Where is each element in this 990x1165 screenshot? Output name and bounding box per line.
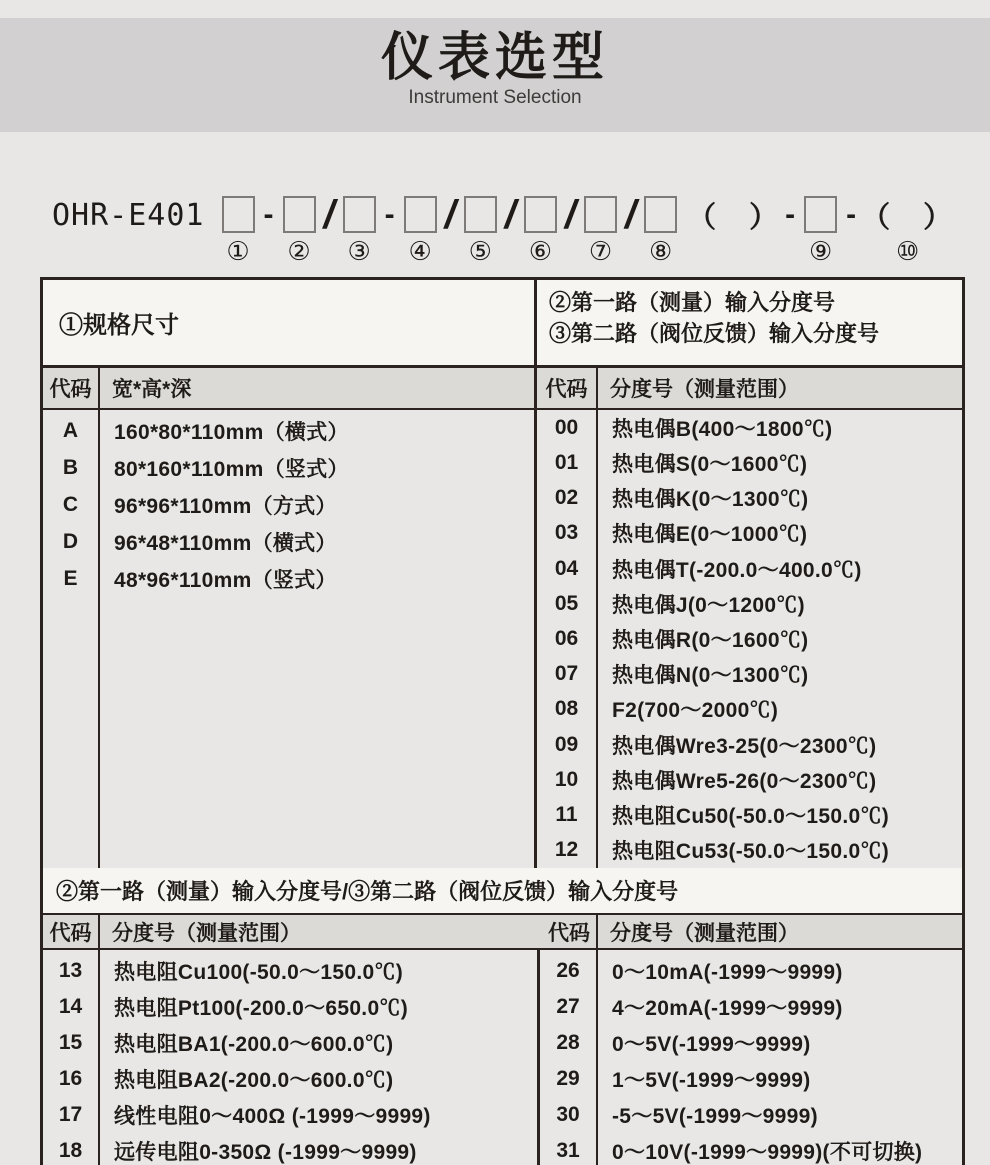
row-code: C: [62, 492, 79, 516]
row-desc: 热电偶S(0～1600℃): [612, 452, 808, 476]
separator-glyph: /: [444, 192, 456, 237]
ext-desc-column-left: [100, 950, 540, 1165]
code-box-outline: [222, 196, 255, 233]
column-header-code: 代码: [537, 368, 598, 408]
row-desc: 1～5V(-1999～9999): [612, 1069, 811, 1092]
model-code-separator: [444, 194, 457, 238]
separator-glyph: -: [384, 198, 395, 231]
code-box-outline: [404, 196, 437, 233]
separator-glyph: /: [625, 192, 637, 237]
row-code: 07: [554, 662, 579, 686]
circled-position-number: ⑦: [588, 237, 613, 267]
column-header-code: 代码: [43, 915, 100, 948]
code-box-outline: [283, 196, 316, 233]
column-header-range: 分度号（测量范围）: [112, 921, 301, 945]
model-code-box: [276, 194, 323, 266]
circled-position-number: ④: [408, 237, 432, 267]
section1-data-area: [43, 410, 962, 868]
ext-desc-column-right: [598, 950, 962, 1165]
circled-position-number: ⑤: [468, 237, 492, 267]
row-code: 28: [556, 1031, 580, 1054]
row-code: 15: [58, 1031, 83, 1054]
row-code: 09: [554, 732, 579, 756]
row-code: 27: [556, 995, 580, 1018]
model-code-separator: [504, 194, 517, 238]
row-code: 04: [554, 556, 579, 580]
row-code: 16: [58, 1067, 83, 1090]
row-desc: 热电偶Wre5-26(0～2300℃): [612, 769, 877, 793]
model-code-box: [457, 194, 504, 266]
code-box-outline: [804, 196, 837, 233]
model-code-box: [336, 194, 383, 266]
row-desc: 热电偶R(0～1600℃): [612, 629, 809, 653]
input-division-header-line2: ③第二路（阀位反馈）输入分度号: [549, 321, 880, 346]
column-header-range-and-code: [100, 915, 598, 948]
row-desc: 热电阻Cu100(-50.0～150.0℃): [114, 961, 404, 984]
page-title: 仪表选型: [380, 29, 609, 87]
row-desc: 热电偶J(0～1200℃): [612, 593, 805, 617]
row-code: 01: [554, 450, 579, 474]
row-desc: 160*80*110mm（横式）: [114, 420, 349, 444]
row-desc: 热电偶Wre3-25(0～2300℃): [612, 734, 877, 758]
model-prefix: OHR-E401: [52, 197, 205, 233]
row-code: 00: [554, 415, 579, 439]
separator-glyph: /: [504, 192, 516, 237]
row-code: 02: [554, 486, 579, 510]
model-code-separator: [383, 194, 397, 238]
model-code-box: [215, 194, 262, 266]
row-desc: 80*160*110mm（竖式）: [114, 457, 349, 481]
row-desc: F2(700～2000℃): [612, 699, 779, 723]
size-code-column: [43, 410, 100, 868]
row-code: E: [63, 566, 78, 590]
row-desc: 远传电阻0-350Ω (-1999～9999): [114, 1141, 417, 1164]
section2-data-area: [43, 950, 962, 1165]
row-desc: 热电偶E(0～1000℃): [612, 523, 808, 547]
row-code: B: [62, 455, 79, 479]
title-band: [0, 18, 990, 132]
selection-table: [40, 277, 965, 1165]
row-desc: 热电阻BA2(-200.0～600.0℃): [114, 1069, 394, 1092]
row-code: 14: [58, 995, 83, 1018]
row-desc: 0～10V(-1999～9999)(不可切换): [612, 1141, 923, 1164]
separator-glyph: /: [564, 192, 576, 237]
model-code-separator: [858, 194, 957, 266]
separator-glyph: （ ）: [861, 201, 955, 234]
model-code-box: [397, 194, 444, 266]
row-code: A: [62, 418, 79, 442]
code-box-outline: [343, 196, 376, 233]
row-code: 06: [554, 627, 579, 651]
separator-glyph: -: [263, 198, 274, 231]
model-code-separator: [844, 194, 858, 238]
spec-size-header: ①规格尺寸: [43, 280, 537, 365]
row-code: 18: [58, 1139, 83, 1162]
ext-code-column-left: [43, 950, 100, 1165]
row-code: 13: [58, 959, 83, 982]
model-code-separator: [323, 194, 336, 238]
row-desc: 热电偶N(0～1300℃): [612, 664, 809, 688]
row-desc: 4～20mA(-1999～9999): [612, 997, 843, 1020]
row-desc: 热电阻Cu50(-50.0～150.0℃): [612, 805, 890, 829]
row-code: 11: [555, 803, 578, 827]
model-code-separator: [624, 194, 637, 238]
model-code-separator: [684, 194, 783, 238]
page-subtitle: Instrument Selection: [408, 87, 582, 108]
row-desc: 线性电阻0～400Ω (-1999～9999): [114, 1105, 431, 1128]
model-code-box: [797, 194, 844, 266]
code-box-outline: [464, 196, 497, 233]
row-code: 05: [554, 591, 579, 615]
row-desc: 热电偶T(-200.0～400.0℃): [612, 558, 862, 582]
row-code: 31: [556, 1139, 580, 1162]
column-header-code: 代码: [548, 921, 590, 945]
input-division-header: [537, 280, 962, 365]
row-desc: 热电阻BA1(-200.0～600.0℃): [114, 1033, 394, 1056]
column-header-range: 分度号（测量范围）: [610, 921, 799, 945]
section2-header-row: ②第一路（测量）输入分度号/③第二路（阀位反馈）输入分度号: [43, 868, 962, 915]
section1-column-header-row: [43, 368, 962, 410]
size-desc-column: [100, 410, 537, 868]
row-desc: 96*48*110mm（横式）: [114, 531, 337, 555]
model-code-separator: [262, 194, 276, 238]
separator-glyph: /: [323, 192, 335, 237]
input-desc-column: [598, 410, 962, 868]
row-desc: -5～5V(-1999～9999): [612, 1105, 818, 1128]
row-code: 03: [554, 521, 579, 545]
circled-position-number: ⑩: [895, 237, 920, 267]
code-box-outline: [524, 196, 557, 233]
column-header-code: 代码: [43, 368, 100, 408]
circled-position-number: ②: [287, 237, 311, 267]
model-code-box: [517, 194, 564, 266]
separator-glyph: （ ）: [687, 201, 781, 234]
ext-code-column-right: [540, 950, 598, 1165]
row-desc: 0～5V(-1999～9999): [612, 1033, 811, 1056]
separator-glyph: -: [785, 198, 796, 231]
model-code-box: [577, 194, 624, 266]
row-desc: 热电阻Cu53(-50.0～150.0℃): [612, 840, 890, 864]
model-code-box: [637, 194, 684, 266]
model-code-separator: [783, 194, 797, 238]
code-box-outline: [644, 196, 677, 233]
row-code: 08: [554, 697, 579, 721]
row-desc: 热电阻Pt100(-200.0～650.0℃): [114, 997, 409, 1020]
row-desc: 热电偶B(400～1800℃): [612, 417, 833, 441]
row-code: 29: [556, 1067, 580, 1090]
row-code: D: [62, 529, 79, 553]
row-code: 17: [58, 1103, 83, 1126]
row-desc: 96*96*110mm（方式）: [114, 494, 337, 518]
row-code: 10: [554, 767, 579, 791]
circled-position-number: ③: [347, 237, 371, 267]
model-code-separator: [564, 194, 577, 238]
separator-glyph: -: [846, 198, 857, 231]
model-code-row: [52, 194, 957, 266]
circled-position-number: ⑧: [648, 237, 673, 267]
circled-position-number: ⑥: [528, 237, 553, 267]
column-header-range: 分度号（测量范围）: [610, 378, 799, 401]
circled-position-number: ①: [226, 237, 250, 267]
row-desc: 48*96*110mm（竖式）: [114, 568, 337, 592]
input-code-column: [537, 410, 598, 868]
row-code: 12: [554, 838, 579, 862]
input-division-header-line1: ②第一路（测量）输入分度号: [549, 290, 836, 315]
column-header-size: 宽*高*深: [100, 368, 537, 408]
circled-position-number: ⑨: [808, 237, 833, 267]
row-code: 30: [556, 1103, 580, 1126]
row-desc: 热电偶K(0～1300℃): [612, 488, 809, 512]
row-desc: 0～10mA(-1999～9999): [612, 961, 843, 984]
table-section1-header-row: [43, 280, 962, 368]
section2-column-header-row: [43, 915, 962, 950]
row-code: 26: [556, 959, 580, 982]
code-box-outline: [584, 196, 617, 233]
